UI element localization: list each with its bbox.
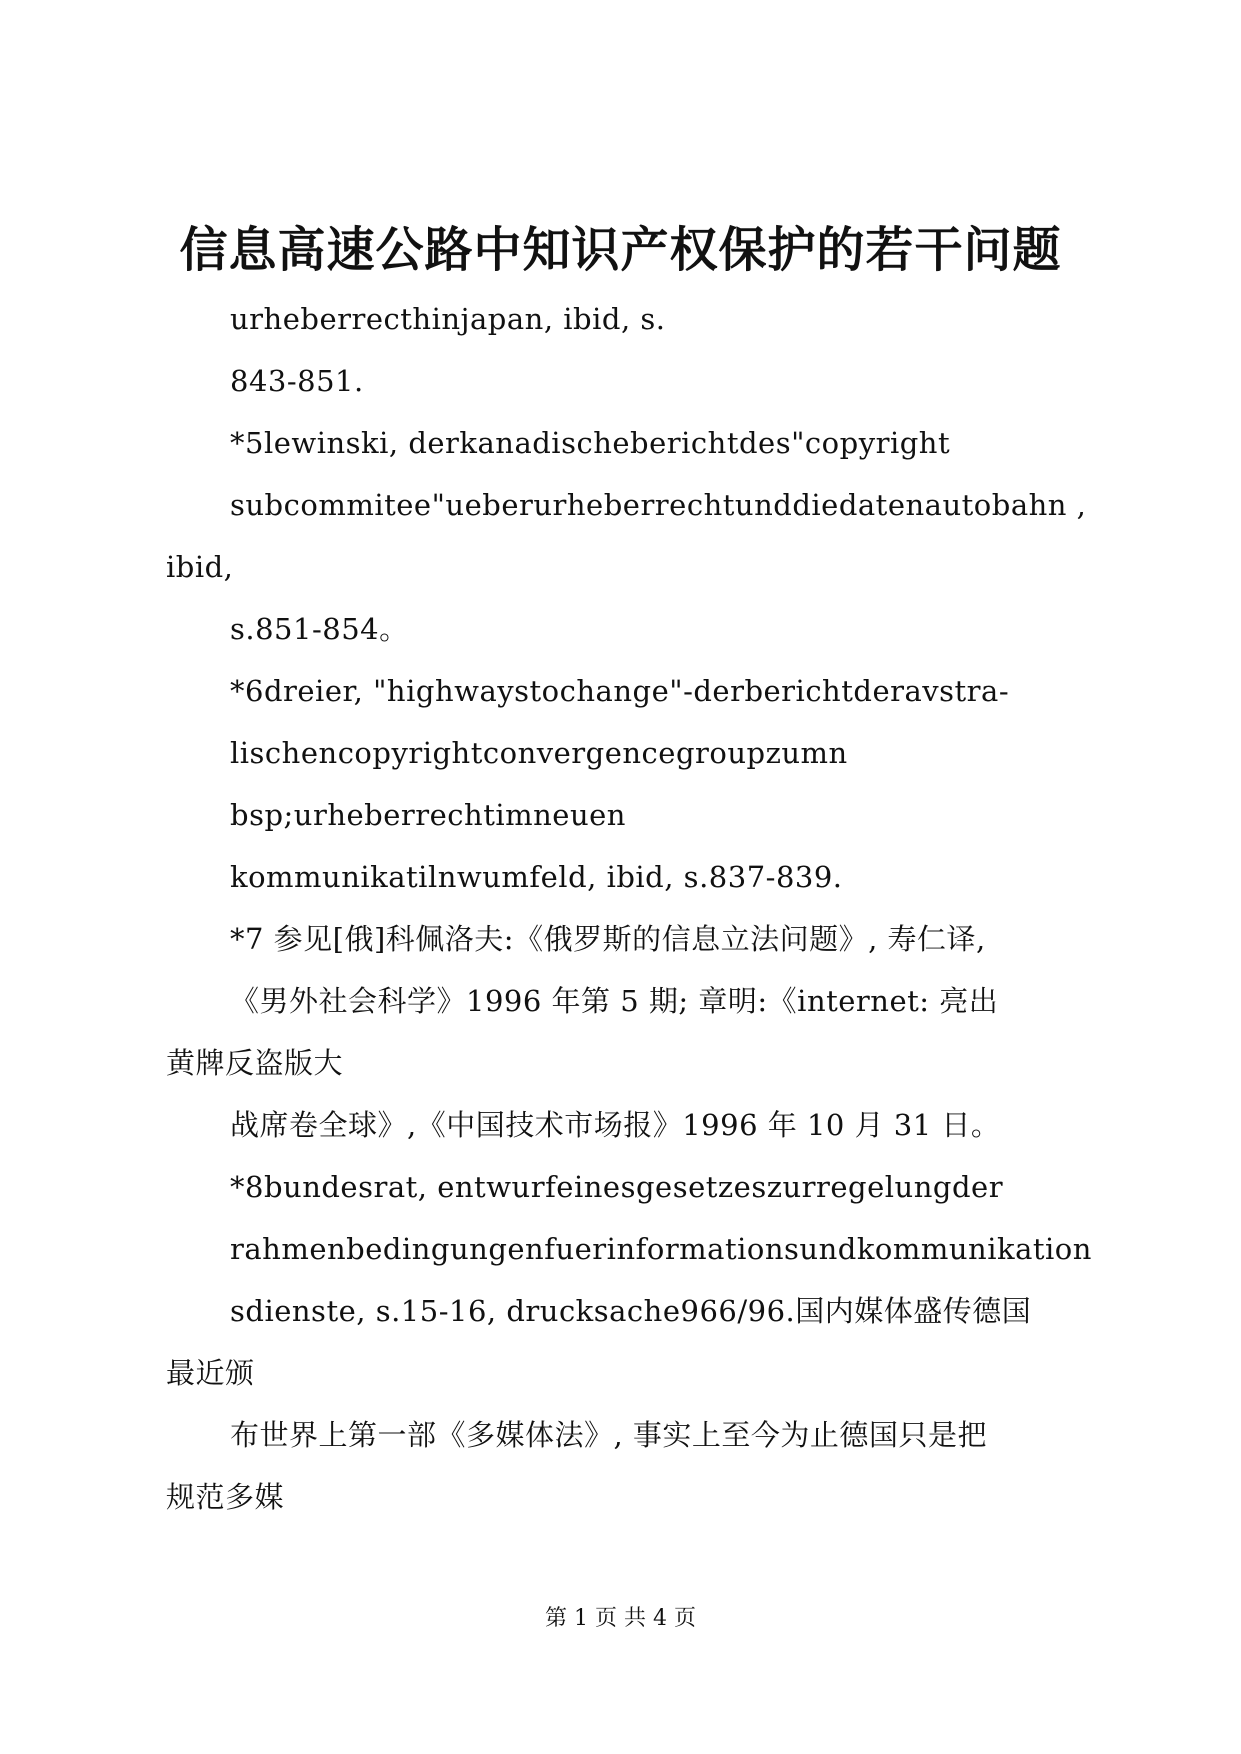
body-line: s.851-854。 — [230, 612, 409, 646]
body-line: 843-851. — [230, 364, 364, 398]
body-line: *5lewinski, derkanadischeberichtdes"copyright — [230, 426, 951, 460]
body-line: ibid, — [166, 550, 234, 584]
body-line: *8bundesrat, entwurfeinesgesetzeszurregelungder — [230, 1170, 1004, 1204]
body-line: urheberrecthinjapan, ibid, s. — [230, 302, 666, 336]
body-line: *6dreier, "highwaystochange"-derberichtderavstra- — [230, 674, 1010, 708]
body-line: kommunikatilnwumfeld, ibid, s.837-839. — [230, 860, 843, 894]
body-line: 战席卷全球》,《中国技术市场报》1996 年 10 月 31 日。 — [230, 1108, 1001, 1142]
body-line: rahmenbedingungenfuerinformationsundkommunikation — [230, 1232, 1092, 1266]
document-body — [166, 288, 1092, 1528]
body-line: bsp;urheberrechtimneuen — [230, 798, 626, 832]
body-line: 布世界上第一部《多媒体法》, 事实上至今为止德国只是把 — [230, 1418, 987, 1452]
body-line: lischencopyrightconvergencegroupzumn — [230, 736, 848, 770]
body-line: *7 参见[俄]科佩洛夫:《俄罗斯的信息立法问题》, 寿仁译, — [230, 922, 986, 956]
body-line: sdienste, s.15-16, drucksache966/96.国内媒体盛传德国 — [230, 1294, 1032, 1328]
document-title: 信息高速公路中知识产权保护的若干问题 — [179, 222, 1062, 278]
body-line: 最近颁 — [166, 1356, 255, 1390]
body-line: 《男外社会科学》1996 年第 5 期; 章明:《internet: 亮出 — [230, 984, 999, 1018]
body-line: 黄牌反盗版大 — [166, 1046, 344, 1080]
body-line: 规范多媒 — [166, 1480, 285, 1514]
page-footer: 第 1 页 共 4 页 — [545, 1606, 696, 1631]
body-line: subcommitee"ueberurheberrechtunddiedatenautobahn , — [230, 488, 1087, 522]
